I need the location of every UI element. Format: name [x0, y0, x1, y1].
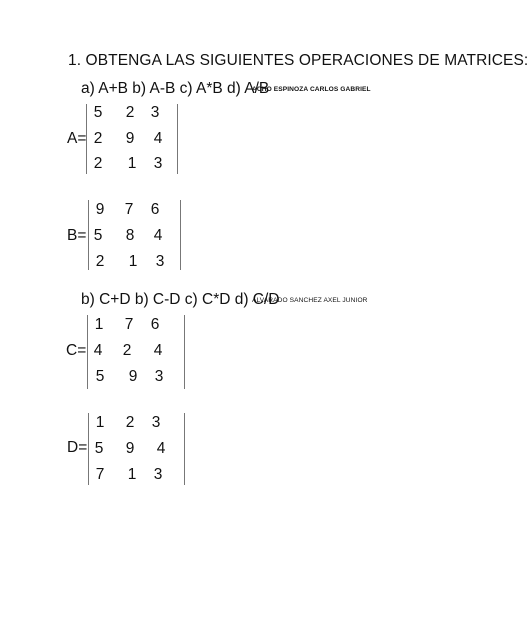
- matrix-cell: 5: [95, 368, 105, 385]
- matrix-cell: 2: [122, 342, 132, 359]
- matrix-cell: 9: [95, 201, 105, 218]
- matrix-cell: 3: [151, 414, 161, 431]
- matrix-cell: 1: [127, 155, 137, 172]
- matrix-cell: 6: [150, 201, 160, 218]
- matrix-cell: 7: [124, 201, 134, 218]
- matrix-label: B=: [67, 227, 87, 244]
- matrix-label: C=: [66, 342, 87, 359]
- matrix-left-bar: [86, 104, 87, 174]
- matrix-cell: 3: [153, 466, 163, 483]
- matrix-cell: 4: [156, 440, 166, 457]
- matrix-cell: 2: [93, 130, 103, 147]
- matrix-cell: 1: [94, 316, 104, 333]
- matrix-cell: 9: [125, 130, 135, 147]
- matrix-cell: 3: [155, 253, 165, 270]
- matrix-cell: 4: [153, 342, 163, 359]
- matrix-cell: 2: [95, 253, 105, 270]
- matrix-cell: 4: [153, 227, 163, 244]
- matrix-right-bar: [184, 413, 185, 485]
- author-name-2: ALVARADO SANCHEZ AXEL JUNIOR: [252, 297, 368, 304]
- matrix-right-bar: [184, 315, 185, 389]
- matrix-label: D=: [67, 439, 88, 456]
- operations-line-2: b) C+D b) C-D c) C*D d) C/D: [81, 291, 280, 308]
- matrix-cell: 2: [125, 414, 135, 431]
- matrix-cell: 6: [150, 316, 160, 333]
- matrix-cell: 7: [124, 316, 134, 333]
- matrix-cell: 1: [128, 253, 138, 270]
- matrix-cell: 8: [125, 227, 135, 244]
- matrix-cell: 2: [125, 104, 135, 121]
- matrix-cell: 4: [93, 342, 103, 359]
- matrix-cell: 2: [93, 155, 103, 172]
- matrix-cell: 3: [153, 155, 163, 172]
- matrix-cell: 3: [150, 104, 160, 121]
- matrix-cell: 3: [154, 368, 164, 385]
- matrix-label: A=: [67, 130, 87, 147]
- matrix-cell: 5: [93, 104, 103, 121]
- matrix-cell: 9: [125, 440, 135, 457]
- matrix-right-bar: [177, 104, 178, 174]
- matrix-right-bar: [180, 200, 181, 270]
- matrix-cell: 5: [93, 227, 103, 244]
- matrix-cell: 1: [127, 466, 137, 483]
- author-name-1: ACHO ESPINOZA CARLOS GABRIEL: [252, 86, 371, 93]
- operations-line-1: a) A+B b) A-B c) A*B d) A/B: [81, 80, 270, 97]
- exercise-heading: 1. OBTENGA LAS SIGUIENTES OPERACIONES DE MATRICES:: [68, 52, 528, 69]
- matrix-cell: 4: [153, 130, 163, 147]
- matrix-cell: 9: [128, 368, 138, 385]
- matrix-cell: 7: [95, 466, 105, 483]
- matrix-cell: 5: [94, 440, 104, 457]
- matrix-cell: 1: [95, 414, 105, 431]
